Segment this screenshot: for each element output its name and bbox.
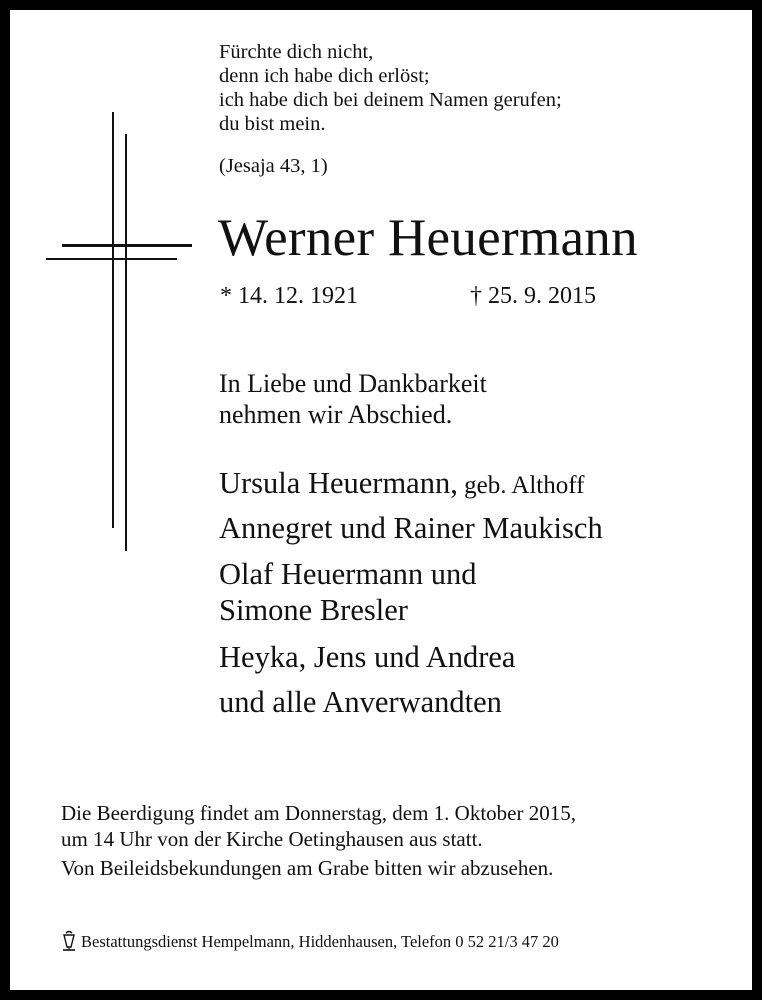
mourner-line: und alle Anverwandten xyxy=(219,685,502,719)
cross-horizontal-lower xyxy=(46,258,177,260)
verse-line: du bist mein. xyxy=(219,113,326,135)
death-date: † 25. 9. 2015 xyxy=(470,283,596,309)
funeral-info xyxy=(61,800,576,881)
farewell-text xyxy=(219,368,487,430)
verse-line: ich habe dich bei deinem Namen gerufen; xyxy=(219,89,562,111)
deceased-name: Werner Heuermann xyxy=(218,209,638,267)
verse-line: denn ich habe dich erlöst; xyxy=(219,65,430,87)
mourner-name: Ursula Heuermann, xyxy=(219,466,458,500)
mourner-line: Annegret und Rainer Maukisch xyxy=(219,511,603,545)
funeral-line: Die Beerdigung findet am Donnerstag, dem 1. Oktober 2015, xyxy=(61,801,576,825)
mourner-line: Heyka, Jens und Andrea xyxy=(219,640,516,674)
bible-verse xyxy=(219,40,562,136)
funeral-line: Von Beileidsbekundungen am Grabe bitten wir abzusehen. xyxy=(61,856,554,880)
mourner-line: Simone Bresler xyxy=(219,593,408,627)
undertaker-text: Bestattungsdienst Hempelmann, Hiddenhausen, Telefon 0 52 21/3 47 20 xyxy=(81,932,559,951)
lantern-icon xyxy=(60,930,78,952)
maiden-name: geb. Althoff xyxy=(457,472,585,499)
undertaker-footer xyxy=(60,930,559,952)
mourner-line xyxy=(219,466,584,501)
funeral-line: um 14 Uhr von der Kirche Oetinghausen aus statt. xyxy=(61,827,483,851)
farewell-line: nehmen wir Abschied. xyxy=(219,400,453,429)
cross-vertical-right xyxy=(125,134,127,551)
birth-date: * 14. 12. 1921 xyxy=(220,283,358,309)
verse-line: Fürchte dich nicht, xyxy=(219,41,374,63)
verse-source: (Jesaja 43, 1) xyxy=(219,155,328,177)
farewell-line: In Liebe und Dankbarkeit xyxy=(219,369,487,398)
mourner-line: Olaf Heuermann und xyxy=(219,557,477,591)
cross-horizontal-upper xyxy=(62,244,192,247)
cross-vertical-left xyxy=(112,112,114,528)
